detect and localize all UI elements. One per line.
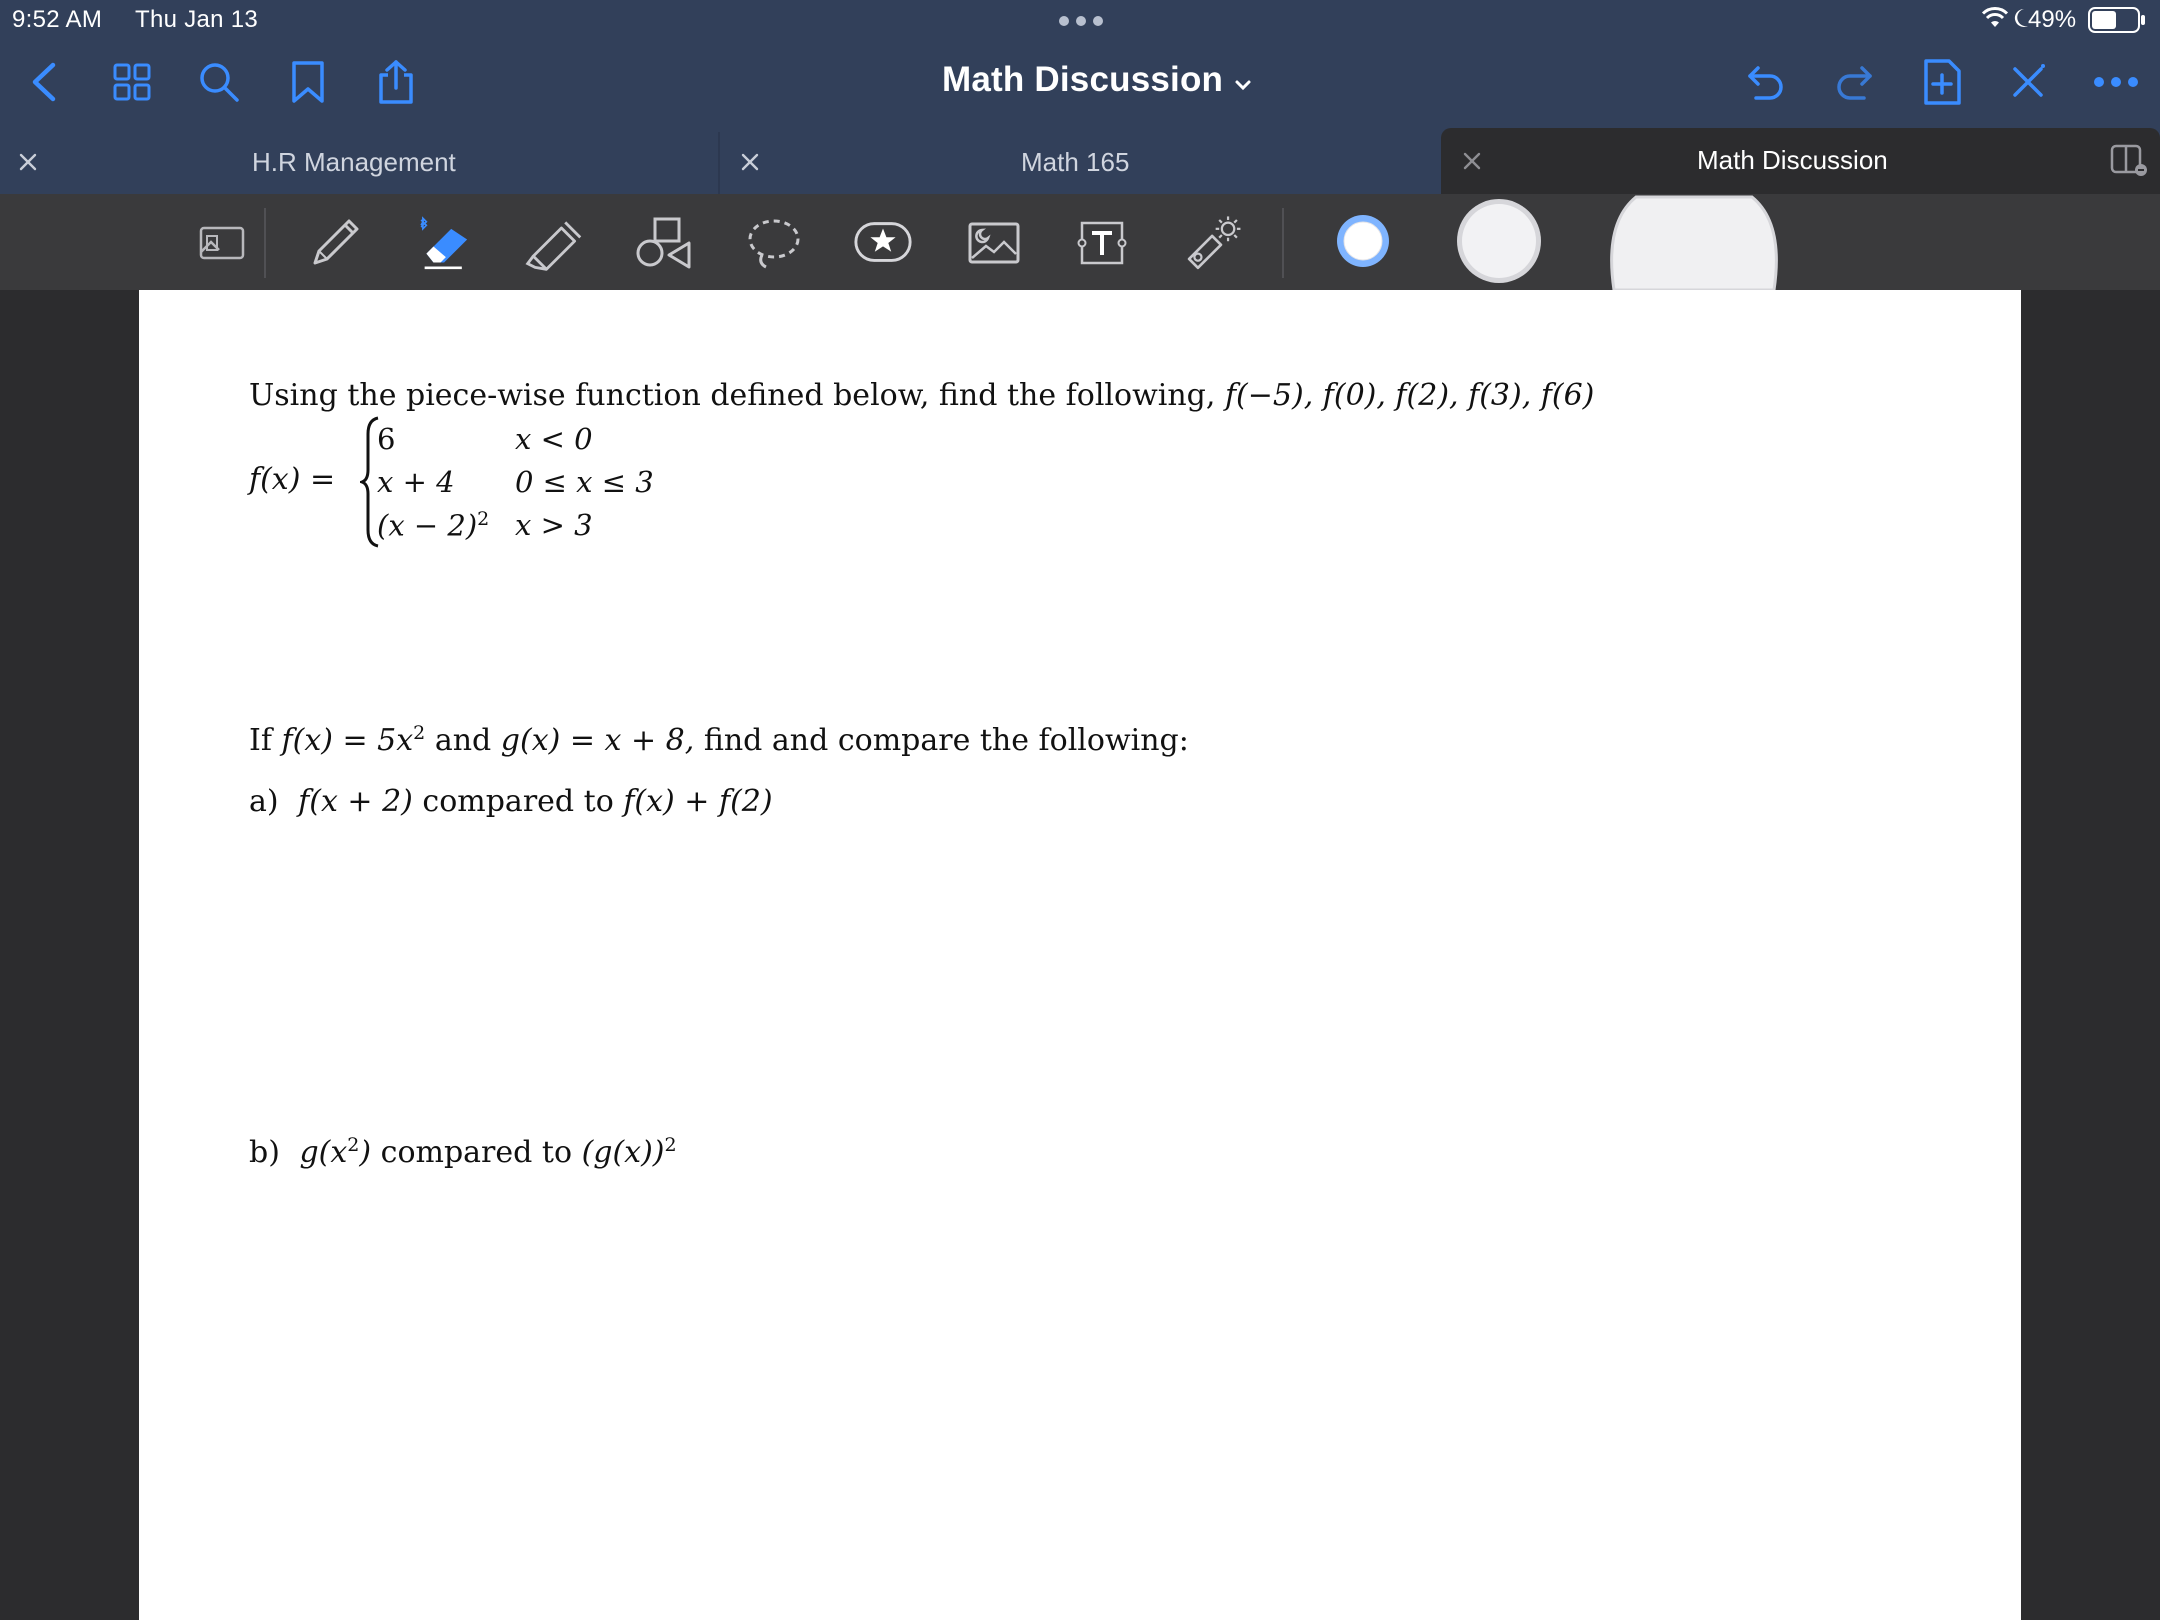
size-swatch-large[interactable] [1606,193,1782,291]
highlighter-icon[interactable] [522,212,584,274]
page-tool-icon[interactable] [191,212,253,274]
tab-label: H.R Management [252,147,456,177]
close-tab-icon[interactable] [736,148,764,176]
battery-percent: 49% [2028,6,2077,33]
more-icon[interactable] [2092,58,2140,106]
wifi-icon [1982,7,2008,29]
piece-expr: 6 [377,422,396,456]
search-icon[interactable] [195,58,243,106]
share-icon[interactable] [372,58,420,106]
question-1-intro: Using the piece-wise function defined below, find the following, [249,378,1216,413]
redo-icon[interactable] [1830,58,1878,106]
shapes-icon[interactable] [632,212,694,274]
tab-strip [0,132,2160,194]
fx-label: f(x) = [249,462,336,497]
question-1-text [249,378,1594,413]
laser-pointer-icon[interactable] [1182,212,1244,274]
back-icon[interactable] [20,58,68,106]
part-a: a) f(x + 2) compared to f(x) + f(2) [249,784,773,819]
pen-icon[interactable] [304,212,366,274]
multitasking-dots-icon[interactable] [1058,14,1104,28]
piece-condition: x < 0 [515,422,593,456]
text-icon[interactable] [1071,212,1133,274]
tab-label: Math 165 [1021,147,1130,177]
close-tab-icon[interactable] [1458,147,1486,175]
eraser-icon[interactable] [414,212,476,274]
piece-condition: 0 ≤ x ≤ 3 [515,465,654,499]
status-bar [0,0,2160,38]
tool-bar [0,194,2160,290]
grid-icon[interactable] [108,58,156,106]
elements-icon[interactable] [852,212,914,274]
close-toolbar-icon[interactable] [2004,58,2052,106]
undo-icon[interactable] [1742,58,1790,106]
tab-label: Math Discussion [1697,145,1888,175]
bookmark-icon[interactable] [284,58,332,106]
status-date: Thu Jan 13 [135,6,259,33]
lasso-icon[interactable] [743,212,805,274]
tab-hr-management[interactable] [0,132,718,194]
split-view-icon[interactable] [2109,143,2149,177]
piece-expr: $(x - 2)^2$ [377,508,490,543]
piece-condition: x > 3 [515,508,593,542]
status-time: 9:52 AM [12,6,103,33]
part-b: b) $g(x^2)$ compared to $(g(x))^2$ [249,1134,677,1170]
top-bar [0,0,2160,132]
color-swatch-selected[interactable] [1334,212,1392,270]
nav-bar [0,38,2160,132]
tool-divider [1282,208,1284,278]
question-1-points: f(−5), f(0), f(2), f(3), f(6) [1224,378,1595,413]
image-icon[interactable] [963,212,1025,274]
size-swatch-medium[interactable] [1455,197,1543,285]
tool-divider [264,208,266,278]
document-title[interactable]: Math Discussion [942,60,1224,99]
question-2-text: If $f(x) = 5x^2$ and g(x) = x + 8, find and compare the following: [249,722,1189,758]
chevron-down-icon[interactable] [1233,78,1253,92]
piece-expr: x + 4 [377,465,455,499]
add-page-icon[interactable] [1918,58,1966,106]
tab-math-discussion[interactable] [1441,128,2160,194]
document-page[interactable] [139,290,2021,1620]
tab-math-165[interactable] [720,132,1440,194]
battery-icon [2088,7,2146,33]
close-tab-icon[interactable] [14,148,42,176]
